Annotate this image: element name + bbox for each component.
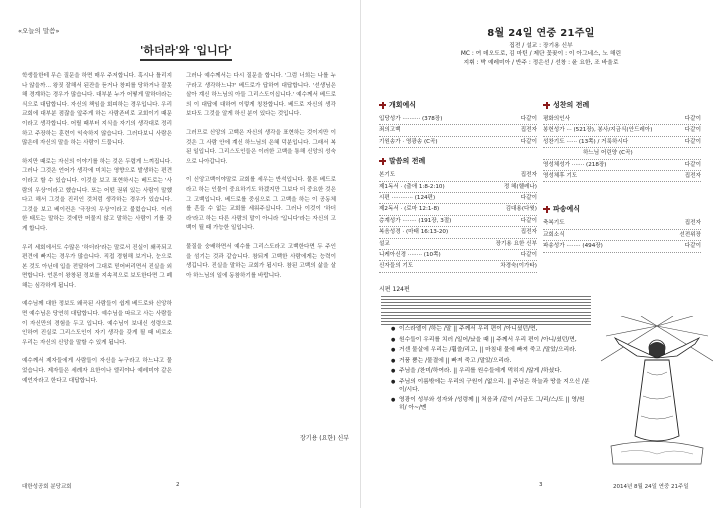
liturgy-row: 평화의인사 다같이 <box>543 114 701 125</box>
risen-christ-illustration <box>601 316 713 466</box>
liturgy-row: 파송성가 ········ (494장) 다같이 <box>543 241 701 252</box>
sermon-paragraph: 예수께서 제자들에게 사람들이 자신을 누구라고 하느냐고 물었습니다. 제자들은 세례자 요한이나 엘리야나 예레미야 같은 예언자라고 한다고 대답합니다. <box>22 358 172 384</box>
liturgy-row: 영성체후 기도 집전자 <box>543 171 701 182</box>
officiant-line: 지휘 : 박 예레미아 / 반주 : 정은선 / 선창 : 윤 요한, 조 바울로 <box>463 59 619 66</box>
liturgy-row: 입당성가 ·········· (378장) 다같이 <box>379 114 537 125</box>
liturgy-row: 시편 ············ (124편) 다같이 <box>379 193 537 204</box>
sermon-paragraph: 그러므로 신앙의 고백은 자신의 생각을 표현하는 것이지만 이것은 그 사람 안에 계신 하느님의 은혜 덕분입니다. 그래서 복된 일입니다. 그리스도인들은 이러한 고백을 통해 신앙의 성숙으로 나아갑니다. <box>186 129 336 165</box>
section-tag: «오늘의 말씀» <box>18 27 60 35</box>
liturgy-heading: 개회예식 <box>379 100 537 110</box>
liturgy-column-left <box>379 98 537 273</box>
sermon-title: '하더라'와 '입니다' <box>140 42 232 61</box>
right-page <box>360 0 720 508</box>
sermon-paragraph: 예수님께 대한 정보도 왜곡된 사람들이 쉽게 베드로와 신앙하면 예수님은 당연히 대답합니다. 예수님을 따르고 사는 사람들이 자신만의 경험을 두고 입니다. 예수님이 보내신 성령으로 인하여 진실로 그리스도인이 자기 생각을 갖게 될 때 비로소 우리는 자신의 신앙을 말할 수 있게 됩니다. <box>22 301 172 346</box>
officiant-line: 집전 / 설교 : 장기용 신부 <box>509 43 573 49</box>
liturgy-row: 본기도 집전자 <box>379 170 537 181</box>
music-staff <box>381 312 591 326</box>
sermon-signature: 장기용 (요한) 신부 <box>300 435 350 442</box>
sermon-column-left <box>22 72 172 395</box>
footer-church-name: 대한성공회 분당교회 <box>22 484 72 490</box>
liturgy-column-right <box>543 98 701 253</box>
psalm-verse: ● 원수들이 우리를 치러 /일어/났을 때 || 주께서 우리 편이 /아니/셨던/면, <box>391 337 591 345</box>
officiants <box>361 42 720 67</box>
psalm-verse: ● 이스라엘이 /하는 /말 || 주께서 우리 편이 /아니셨던/면, <box>391 326 591 334</box>
sermon-paragraph: 물질을 숭배하면서 예수를 그리스도라고 고백한다면 두 주인을 섬기는 것과 같습니다. 참되게 고백한 사람에게는 능력이 생깁니다. 진실을 말하는 교회가 됩시다. 참된 고백의 삶을 살아 하느님의 일에 동참하기를 바랍니다. <box>186 243 336 279</box>
liturgy-row: 니케아신경 ········ (10쪽) 다같이 <box>379 250 537 261</box>
liturgy-row: 성찬기도 ······ (13쪽) / 거룩하시다 다같이 <box>543 137 701 148</box>
sermon-paragraph: 학생들한테 무슨 질문을 하면 매우 주저합니다. 혹시나 틀리지나 않을까… 왕짓 잘해서 된잔을 듣거나 창피를 당하거나 잘못해 경계하는 경우가 많습니다. 대부분 누가 어떻게 말하더라는 식으로 대답합니다. 자신의 책임을 회피하는 경우입니다. 우리 교회에 대부분 점잖을 앞주게 하는 사람존비로 교회이기 때문이라고 생각합니다. 어릴 때부터 지식을 자기의 생각대로 정리하고 주장하는 훈련이 익숙하지 않습니다. 그러다보니 사람은 많은데 자신의 말을 하는 사람이 드뭅니다. <box>22 73 172 147</box>
footer-page-number: 3 <box>539 482 543 488</box>
liturgy-row: 기원송가 · 영광송 (C곡) 다같이 <box>379 137 537 148</box>
liturgy-row: 하느님 어린양 (C곡) <box>543 148 701 159</box>
psalm-verse: ● 주님을 /찬미/하여라. || 우리를 원수들에게 먹히지 /않게 /하셨다. <box>391 368 591 376</box>
music-staff <box>381 296 591 310</box>
liturgy-row: 교회소식 선전위장 <box>543 230 701 241</box>
liturgy-row: 죄의고백 집전자 <box>379 125 537 136</box>
footer-date: 2014년 8월 24일 연중 21주일 <box>613 484 689 490</box>
liturgy-heading: 파송예식 <box>543 204 701 214</box>
liturgy-row: 설교 장기용 요한 신부 <box>379 239 537 250</box>
psalm-verse: ● 영광이 성부와 성자와 /성령께 || 처음과 /같이 /지금도 그/리/스/도 || 영/원히/ 아~/멘 <box>391 397 591 412</box>
cross-icon <box>543 206 550 213</box>
sermon-column-right <box>186 72 336 290</box>
liturgy-row: 제2독서 · (로마 12:1-8) 김대용(다윗) <box>379 204 537 215</box>
sermon-paragraph: 그러나 예수께서는 다시 질문을 합니다. '그럼 너희는 나를 누구라고 생각하느냐?' 베드로가 답하여 대답합니다. '선생님은 살아 계신 하느님의 아들 그리스도이십니다.' 예수께서 베드로의 이 대답에 대하여 이렇게 칭찬합니다. 베드로 자신의 생각보다도 그것을 알게 하신 분이 있다는 것입니다. <box>186 73 336 118</box>
cross-icon <box>543 102 550 109</box>
liturgy-row: 제1독서 · (출애 1:8-2:10) 정 헤(헬레나) <box>379 182 537 193</box>
hymn-label: 시편 124편 <box>379 286 410 293</box>
psalm-verse: ● 거품 뿜는 /물결에 || 빠져 죽고 /말았/으리라. <box>391 358 591 366</box>
psalm-verses <box>391 326 591 415</box>
sermon-paragraph: 이 신앙고백이야말로 교회를 세우는 반석입니다. 물론 베드로라고 하는 인물이 중요하기도 하겠지만 그보다 더 중요한 것은 그 고백입니다. 베드로를 중심으로 그 고백을 하는 이 공동체를 흔들 수 없는 교회를 세워주십니다. 그러나 이것이 '하더라'라고 하는 다른 사람의 말이 아니라 '입니다'라는 자신의 고백이 될 때 가능한 일입니다. <box>186 177 336 232</box>
sermon-paragraph: 하지만 때로는 자신의 이야기를 하는 것은 두렵게 느껴집니다. 그러나 그것은 언어가 생각에 미치는 영향으로 발생하는 편견이라고 할 수 있습니다. 이것을 보고 표현하시는 베드로는 '사람의 우상'이라고 했습니다. 또는 어떤 권위 있는 사람이 말했다고 해서 그것을 진리인 것처럼 생각하는 경우가 있습니다. 그것을 보고 베이컨은 '극장의 우상'이라고 불렀습니다. 이러한 태도는 말하는 것에만 머물지 않고 말하는 사람이 기를 갖게 합니다. <box>22 158 172 232</box>
liturgy-row: 영성체성가 ······· (218장) 다같이 <box>543 160 701 171</box>
liturgy-row: 축복기도 집전자 <box>543 218 701 229</box>
liturgy-row: 봉헌성가 ··· (521장), 봉사/지금식(안드레아) 다같이 <box>543 125 701 136</box>
footer-page-number: 2 <box>176 482 180 488</box>
service-title: 8월 24일 연중 21주일 <box>487 28 595 39</box>
liturgy-row: 복음성경 · (마태 16:13-20) 집전자 <box>379 227 537 238</box>
liturgy-row: 신자들의 기도 차경숙(이가타) <box>379 261 537 272</box>
cross-icon <box>379 158 386 165</box>
cross-icon <box>379 102 386 109</box>
psalm-verse: ● 주님의 이름밖에는 우리의 구원이 /없으리. || 주님은 하늘과 땅을 지으신 /분이/시다. <box>391 379 591 394</box>
liturgy-heading: 말씀의 전례 <box>379 156 537 166</box>
psalm-verse: ● 거센 물살에 우리는 /휩쓸/리고, || 마침내 물에 빠져 죽고 /말았/으리라. <box>391 347 591 355</box>
officiant-line: MC : 여 데오도로, 김 마틴 / 제단 꽃꽂이 : 이 아그네스, 노 해린 <box>460 51 622 58</box>
liturgy-heading: 성찬의 전례 <box>543 100 701 110</box>
sermon-paragraph: 우리 세회에서도 수많은 '하더라'라는 말로서 진실이 왜곡되고 편견에 빠지는 경우가 많습니다. 직접 경험해 보거나, 눈으로 본 것도 아닌데 입을 전달하여 그대로 믿어버리면서 진실을 외면합니다. 언론이 왕창된 정보를 지속적으로 보도한다면 그 폐해는 심각하게 됩니다. <box>22 244 172 289</box>
liturgy-row: 층계성가 ········ (191장, 3절) 다같이 <box>379 216 537 227</box>
